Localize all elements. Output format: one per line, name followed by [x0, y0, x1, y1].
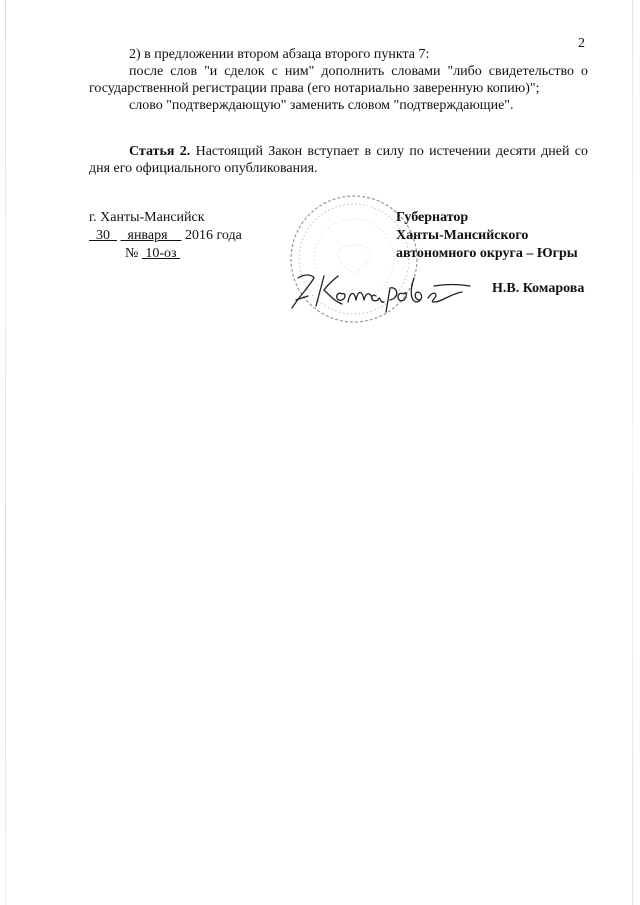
- date-year: 2016 года: [185, 228, 242, 243]
- handwritten-signature: [286, 264, 476, 314]
- governor-title-line2: Ханты-Мансийского: [396, 228, 529, 243]
- paragraph-item-2: 2) в предложении втором абзаца второго пункта 7:: [129, 47, 430, 62]
- governor-title-line1: Губернатор: [396, 210, 469, 225]
- amendment-block: [89, 63, 588, 114]
- date-day: 30: [96, 228, 110, 243]
- law-number-line: [125, 246, 180, 262]
- article-2: [89, 143, 588, 177]
- date-month: января: [127, 228, 168, 243]
- scan-edge-left: [5, 0, 6, 905]
- page-number: 2: [578, 36, 585, 51]
- governor-name: Н.В. Комарова: [492, 281, 585, 296]
- governor-title-line3: автономного округа – Югры: [396, 246, 578, 261]
- scan-edge-right: [632, 0, 633, 905]
- article-label: Статья 2.: [129, 144, 191, 159]
- city-label: г. Ханты-Мансийск: [89, 210, 205, 225]
- number-sign: №: [125, 246, 139, 261]
- date-line: [89, 228, 242, 244]
- law-number: 10-оз: [145, 246, 177, 261]
- paragraph-amendment-2: слово "подтверждающую" заменить словом "подтверждающие".: [129, 98, 514, 113]
- article-text: Настоящий Закон вступает в силу по истечении десяти дней со дня его официального опубликования.: [89, 144, 589, 176]
- paragraph-amendment-1: после слов "и сделок с ним" дополнить словами "либо свидетельство о государственной регистрации права (его нотариально заверенную копию)";: [89, 64, 588, 96]
